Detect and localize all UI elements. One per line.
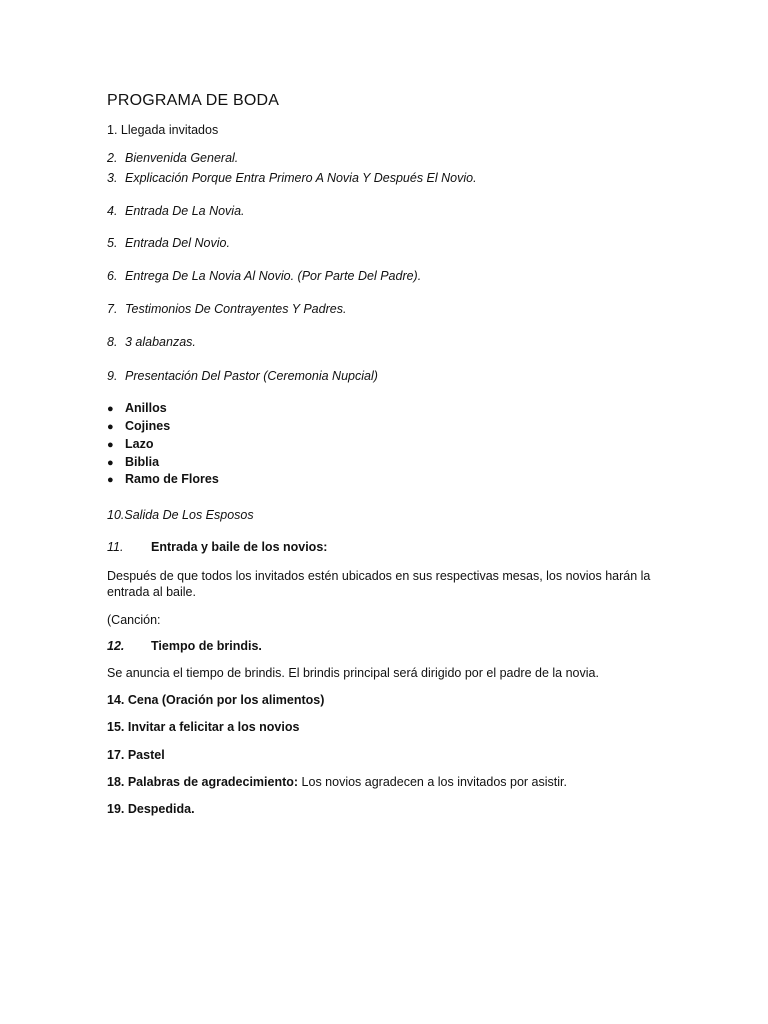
- item-text: Explicación Porque Entra Primero A Novia Y Después El Novio.: [125, 171, 477, 185]
- item-number: 8.: [107, 335, 118, 349]
- item-label: 18. Palabras de agradecimiento:: [107, 775, 299, 789]
- bullet-icon: ●: [107, 403, 114, 415]
- list-item-17: 17. Pastel: [107, 748, 165, 762]
- item-number: 11.: [107, 540, 124, 554]
- item-text: 3 alabanzas.: [125, 335, 196, 349]
- item-text: Entrada De La Novia.: [125, 204, 245, 218]
- bullet-icon: ●: [107, 421, 114, 433]
- bullet-item: ● Ramo de Flores: [107, 472, 219, 486]
- list-item-4: [107, 204, 245, 218]
- item-number: 9.: [107, 369, 118, 383]
- item-text: Entrada y baile de los novios:: [151, 540, 328, 554]
- list-item-6: [107, 269, 421, 283]
- list-item-5: [107, 236, 230, 250]
- bullet-icon: ●: [107, 439, 114, 451]
- item-number: 2.: [107, 151, 118, 165]
- item-text: Testimonios De Contrayentes Y Padres.: [125, 302, 347, 316]
- paragraph-brindis: Se anuncia el tiempo de brindis. El brindis principal será dirigido por el padre de la novia.: [107, 666, 599, 680]
- paragraph-baile: Después de que todos los invitados estén ubicados en sus respectivas mesas, los novios harán la entrada al baile.: [107, 569, 651, 599]
- list-item-10: 10.Salida De Los Esposos: [107, 508, 254, 522]
- item-text: Entrada Del Novio.: [125, 236, 230, 250]
- item-number: 6.: [107, 269, 118, 283]
- bullet-item: ● Cojines: [107, 419, 171, 433]
- bullet-item: ● Lazo: [107, 437, 154, 451]
- bullet-item: ● Biblia: [107, 455, 160, 469]
- list-item-18: [107, 775, 567, 789]
- list-item-1: 1. Llegada invitados: [107, 123, 219, 137]
- item-number: 7.: [107, 302, 118, 316]
- list-item-19: 19. Despedida.: [107, 802, 195, 816]
- item-number: 5.: [107, 236, 118, 250]
- list-item-8: [107, 335, 196, 349]
- cancion-label: (Canción:: [107, 613, 161, 627]
- item-number: 12.: [107, 639, 125, 653]
- item-text: Bienvenida General.: [125, 151, 239, 165]
- list-item-11: [107, 540, 327, 554]
- item-number: 3.: [107, 171, 118, 185]
- item-text: Los novios agradecen a los invitados por asistir.: [298, 775, 567, 789]
- list-item-2: [107, 151, 238, 165]
- page-title: PROGRAMA DE BODA: [107, 92, 280, 109]
- bullet-icon: ●: [107, 457, 114, 469]
- item-text: Presentación Del Pastor (Ceremonia Nupcial): [125, 369, 378, 383]
- bullet-item: ● Anillos: [107, 401, 167, 415]
- list-item-14: 14. Cena (Oración por los alimentos): [107, 693, 325, 707]
- item-text: Tiempo de brindis.: [151, 639, 262, 653]
- item-number: 4.: [107, 204, 118, 218]
- list-item-12: [107, 639, 262, 653]
- list-item-7: [107, 302, 346, 316]
- list-item-3: [107, 171, 477, 185]
- item-text: Entrega De La Novia Al Novio. (Por Parte Del Padre).: [125, 269, 422, 283]
- list-item-15: 15. Invitar a felicitar a los novios: [107, 720, 300, 734]
- bullet-icon: ●: [107, 474, 114, 486]
- list-item-9: [107, 369, 378, 383]
